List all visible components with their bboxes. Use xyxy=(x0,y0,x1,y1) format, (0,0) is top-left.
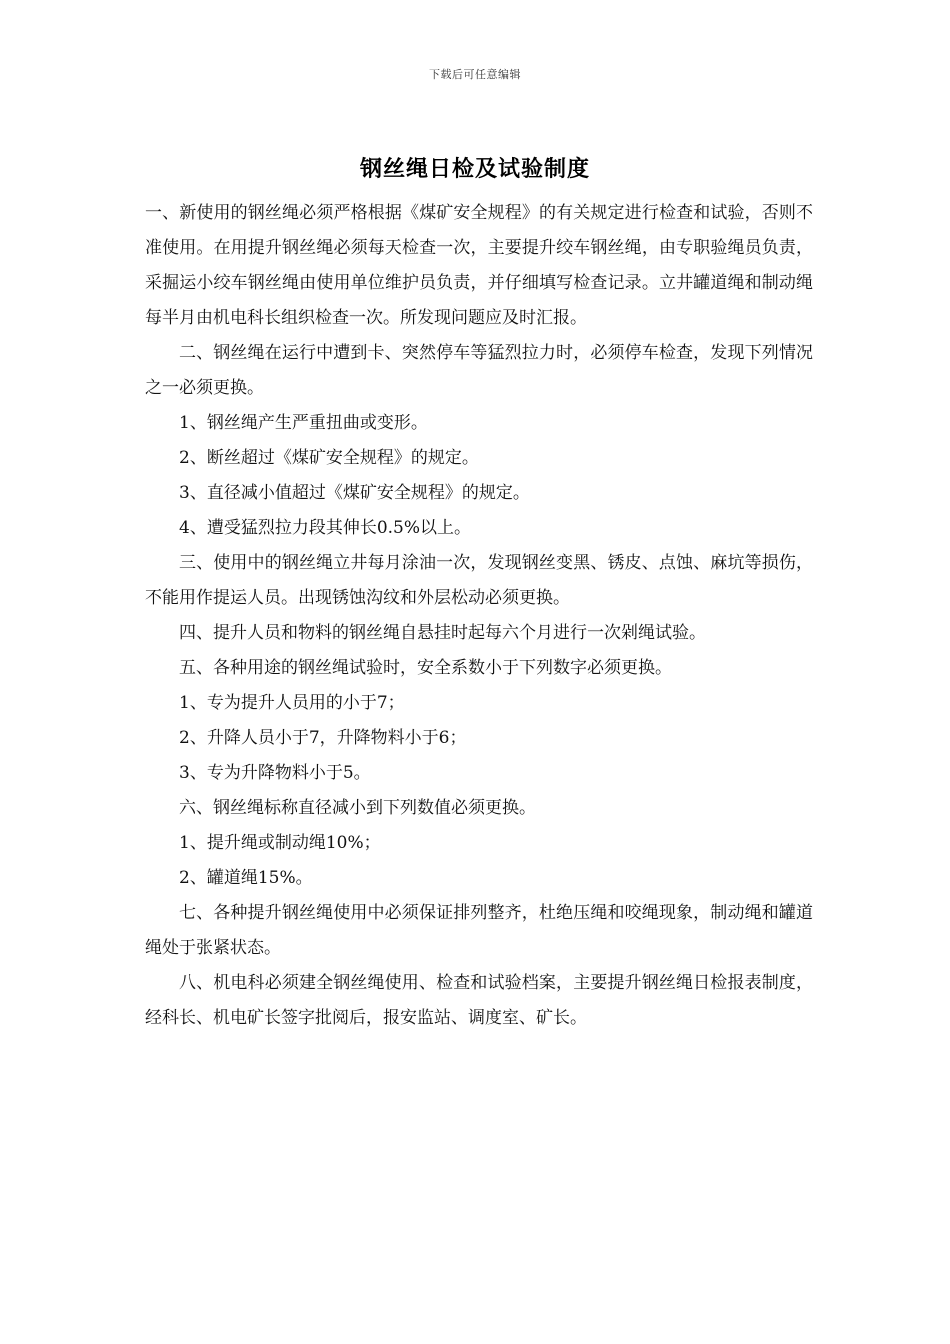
list-item: 2、升降人员小于7，升降物料小于6； xyxy=(179,728,467,748)
list-item: 4、遭受猛烈拉力段其伸长0.5%以上。 xyxy=(179,518,472,538)
paragraph-5: 五、各种用途的钢丝绳试验时，安全系数小于下列数字必须更换。 xyxy=(179,658,672,678)
paragraph-4: 四、提升人员和物料的钢丝绳自悬挂时起每六个月进行一次剁绳试验。 xyxy=(179,623,706,643)
list-item: 1、提升绳或制动绳10%； xyxy=(179,833,381,853)
header-note: 下载后可任意编辑 xyxy=(429,68,521,81)
list-item: 1、专为提升人员用的小于7； xyxy=(179,693,405,713)
document-body xyxy=(145,196,813,1036)
paragraph-2: 二、钢丝绳在运行中遭到卡、突然停车等猛烈拉力时，必须停车检查，发现下列情况之一必须更换。 xyxy=(145,343,813,398)
list-item: 2、断丝超过《煤矿安全规程》的规定。 xyxy=(179,448,479,468)
paragraph-1: 一、新使用的钢丝绳必须严格根据《煤矿安全规程》的有关规定进行检查和试验，否则不准使用。在用提升钢丝绳必须每天检查一次，主要提升绞车钢丝绳，由专职验绳员负责，采掘运小绞车钢丝绳由使用单位维护员负责，并仔细填写检查记录。立井罐道绳和制动绳每半月由机电科长组织检查一次。所发现问题应及时汇报。 xyxy=(145,203,813,328)
paragraph-7: 七、各种提升钢丝绳使用中必须保证排列整齐，杜绝压绳和咬绳现象，制动绳和罐道绳处于张紧状态。 xyxy=(145,903,813,958)
paragraph-6: 六、钢丝绳标称直径减小到下列数值必须更换。 xyxy=(179,798,536,818)
paragraph-3: 三、使用中的钢丝绳立井每月涂油一次，发现钢丝变黑、锈皮、点蚀、麻坑等损伤，不能用作提运人员。出现锈蚀沟纹和外层松动必须更换。 xyxy=(145,553,813,608)
list-item: 1、钢丝绳产生严重扭曲或变形。 xyxy=(179,413,428,433)
list-item: 2、罐道绳15%。 xyxy=(179,868,313,888)
document-title: 钢丝绳日检及试验制度 xyxy=(359,156,590,182)
paragraph-8: 八、机电科必须建全钢丝绳使用、检查和试验档案，主要提升钢丝绳日检报表制度，经科长、机电矿长签字批阅后，报安监站、调度室、矿长。 xyxy=(145,973,813,1028)
list-item: 3、专为升降物料小于5。 xyxy=(179,763,371,783)
list-item: 3、直径减小值超过《煤矿安全规程》的规定。 xyxy=(179,483,530,503)
